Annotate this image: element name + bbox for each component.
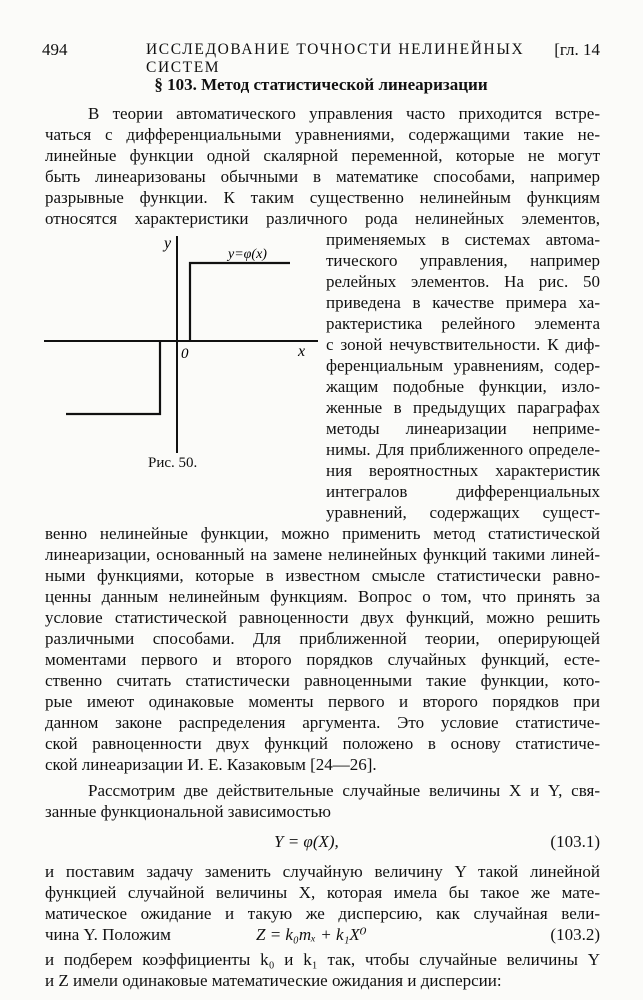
page-number: 494 — [42, 40, 68, 59]
x-axis-label: x — [298, 343, 306, 360]
text-line: применяемых в системах автома- — [326, 230, 600, 249]
running-title: ИССЛЕДОВАНИЕ ТОЧНОСТИ НЕЛИНЕЙНЫХ СИСТЕМ — [146, 41, 525, 76]
text-line: моментами первого и второго порядков случайных функций, есте- — [45, 650, 600, 669]
text-line: разрывные функции. К таким существенно нелинейным функциям — [45, 188, 600, 207]
text-line: чаться с дифференциальными уравнениями, содержащими такие не- — [45, 125, 600, 144]
text-line: занные функциональной зависимостью — [45, 802, 331, 821]
text-line: и подберем коэффициенты k₀ и k₁ так, чтобы случайные величины Y — [45, 950, 600, 969]
curve-label: y=φ(x) — [228, 247, 267, 262]
text-line: функцией случайной величины X, которая имела бы такое же мате- — [45, 883, 600, 902]
figure-relay-characteristic — [40, 228, 320, 478]
text-line: ской линеаризации И. Е. Казаковым [24—26]. — [45, 755, 377, 774]
text-line: жащим подобные функции, изло- — [326, 377, 600, 396]
text-line: условие статистической равноценности двух функций, можно решить — [45, 608, 600, 627]
text-line: тического управления, например — [326, 251, 600, 270]
equation-number-103-2: (103.2) — [550, 925, 600, 944]
text-line: нимы. Для приближенного определе- — [326, 440, 600, 459]
text-line: относятся характеристики различного рода нелинейных элементов, — [45, 209, 600, 228]
text-line: линейные функции одной скалярной переменной, которые не могут — [45, 146, 600, 165]
equation-number-103-1: (103.1) — [550, 832, 600, 851]
origin-label: 0 — [181, 346, 189, 362]
text-line: матическое ожидание и такую же дисперсию, как случайная вели- — [45, 904, 600, 923]
equation-103-1: Y = φ(X), — [274, 832, 339, 851]
text-line: уравнений, содержащих сущест- — [326, 503, 600, 522]
text-line: линеаризации, основанный на замене нелинейных функций такими линей- — [45, 545, 600, 564]
figure-caption: Рис. 50. — [148, 455, 198, 471]
text-line: рые имеют одинаковые моменты первого и второго порядков при — [45, 692, 600, 711]
text-line: и поставим задачу заменить случайную величину Y такой линейной — [45, 862, 600, 881]
equation-103-2: Z = k₀mₓ + k₁X⁰ — [256, 925, 367, 944]
text-line: Рассмотрим две действительные случайные величины X и Y, свя- — [88, 781, 600, 800]
text-line: данном законе распределения аргумента. Это условие статистиче- — [45, 713, 600, 732]
text-line: чина Y. Положим — [45, 925, 171, 944]
text-line: и Z имели одинаковые математические ожидания и дисперсии: — [45, 971, 502, 990]
text-line: ференциальным уравнениям, содер- — [326, 356, 600, 375]
negative-branch — [66, 340, 160, 414]
page-header — [42, 40, 600, 76]
relay-characteristic-plot — [40, 228, 320, 478]
section-title: § 103. Метод статистической линеаризации — [154, 75, 488, 94]
text-line: ственно считать статистически равноценными такие функции, кото- — [45, 671, 600, 690]
text-line: ния вероятностных характеристик — [326, 461, 600, 480]
text-line: различными способами. Для приближенной теории, оперирующей — [45, 629, 600, 648]
text-line: венно нелинейные функции, можно применить метод статистической — [45, 524, 600, 543]
text-line: ской равноценности двух функций положено в основу статистиче- — [45, 734, 600, 753]
text-line: рактеристика релейного элемента — [326, 314, 600, 333]
text-line: ными функциями, которые в известном смысле статистически равно- — [45, 566, 600, 585]
text-line: ценны данным нелинейным функциям. Вопрос о том, что принять за — [45, 587, 600, 606]
text-line: женные в предыдущих параграфах — [326, 398, 600, 417]
text-line: релейных элементов. На рис. 50 — [326, 272, 600, 291]
y-axis-label: y — [164, 235, 172, 252]
text-line: приведена в качестве примера ха- — [326, 293, 600, 312]
text-line: В теории автоматического управления часто приходится встре- — [88, 104, 600, 123]
text-line: интегралов дифференциальных — [326, 482, 600, 501]
text-line: с зоной нечувствительности. К диф- — [326, 335, 600, 354]
positive-branch — [190, 263, 290, 340]
chapter-label: [гл. 14 — [554, 40, 600, 59]
text-line: быть линеаризованы обычными в математике способами, например — [45, 167, 600, 186]
text-line: методы линеаризации неприме- — [326, 419, 600, 438]
